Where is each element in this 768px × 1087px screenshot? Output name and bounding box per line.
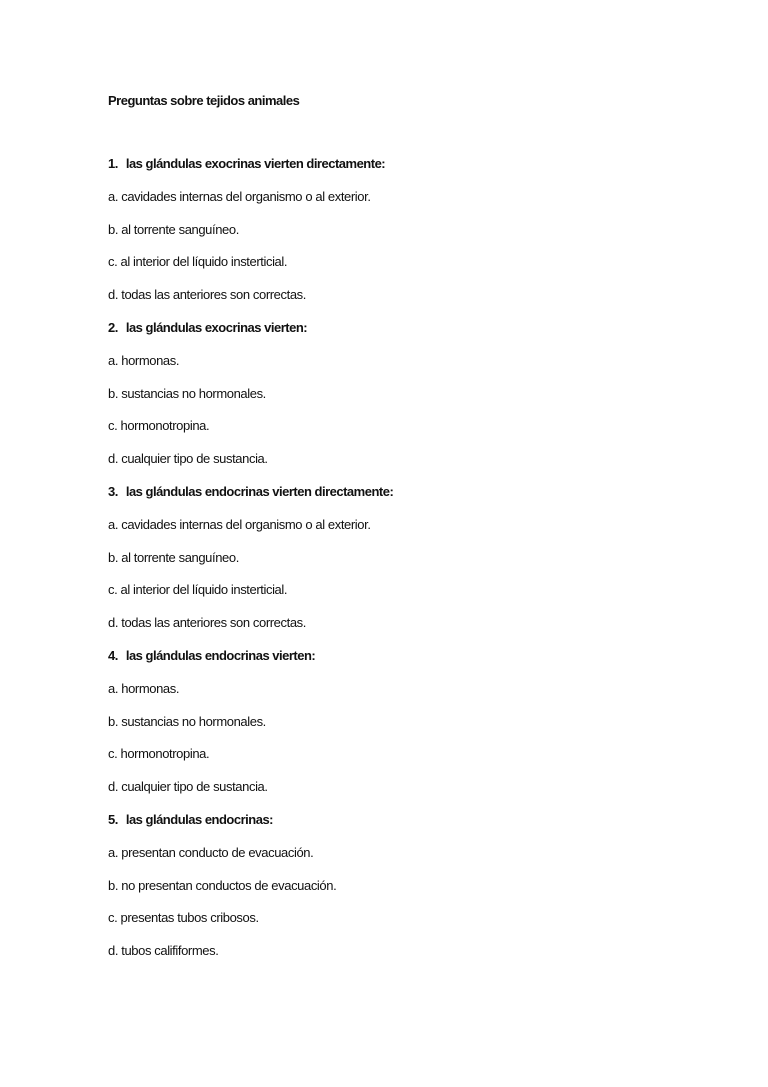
answer-option: a. presentan conducto de evacuación. <box>108 844 314 860</box>
answer-option: b. al torrente sanguíneo. <box>108 221 239 237</box>
question-heading <box>108 484 708 517</box>
answer-option: d. cualquier tipo de sustancia. <box>108 451 268 467</box>
question-number: 5. <box>108 811 118 827</box>
answer-option: a. cavidades internas del organismo o al exterior. <box>108 516 371 532</box>
question-heading <box>108 812 708 845</box>
answer-option: b. sustancias no hormonales. <box>108 713 266 729</box>
answer-option: c. al interior del líquido insterticial. <box>108 582 288 598</box>
answer-option: d. todas las anteriores son correctas. <box>108 615 306 631</box>
answer-option: a. hormonas. <box>108 680 180 696</box>
question-number: 1. <box>108 156 118 171</box>
question-text: las glándulas exocrinas vierten: <box>125 319 308 335</box>
answer-option: d. tubos calififormes. <box>108 943 219 959</box>
answer-option: c. hormonotropina. <box>108 746 210 762</box>
answer-option: c. presentas tubos cribosos. <box>108 910 259 926</box>
answer-option: d. cualquier tipo de sustancia. <box>108 779 268 795</box>
answer-option: c. al interior del líquido insterticial. <box>108 254 288 270</box>
question-number: 4. <box>108 647 118 663</box>
question-1 <box>108 156 708 320</box>
question-text: las glándulas endocrinas: <box>125 811 273 827</box>
question-list <box>108 156 708 976</box>
question-4 <box>108 648 708 812</box>
question-text: las glándulas endocrinas vierten directamente: <box>125 483 394 499</box>
question-text: las glándulas endocrinas vierten: <box>125 647 316 663</box>
answer-option: a. hormonas. <box>108 352 180 368</box>
answer-option: b. no presentan conductos de evacuación. <box>108 877 337 893</box>
question-heading <box>108 648 708 681</box>
answer-option: d. todas las anteriores son correctas. <box>108 287 306 303</box>
answer-option: b. sustancias no hormonales. <box>108 385 266 401</box>
answer-option: a. cavidades internas del organismo o al exterior. <box>108 188 371 204</box>
answer-option: c. hormonotropina. <box>108 418 210 434</box>
question-3 <box>108 484 708 648</box>
question-heading <box>108 320 708 353</box>
question-text: las glándulas exocrinas vierten directamente: <box>125 156 386 171</box>
document-title: Preguntas sobre tejidos animales <box>108 93 300 108</box>
question-number: 2. <box>108 319 118 335</box>
question-heading <box>108 156 708 189</box>
question-2 <box>108 320 708 484</box>
question-5 <box>108 812 708 976</box>
question-number: 3. <box>108 483 118 499</box>
answer-option: b. al torrente sanguíneo. <box>108 549 239 565</box>
